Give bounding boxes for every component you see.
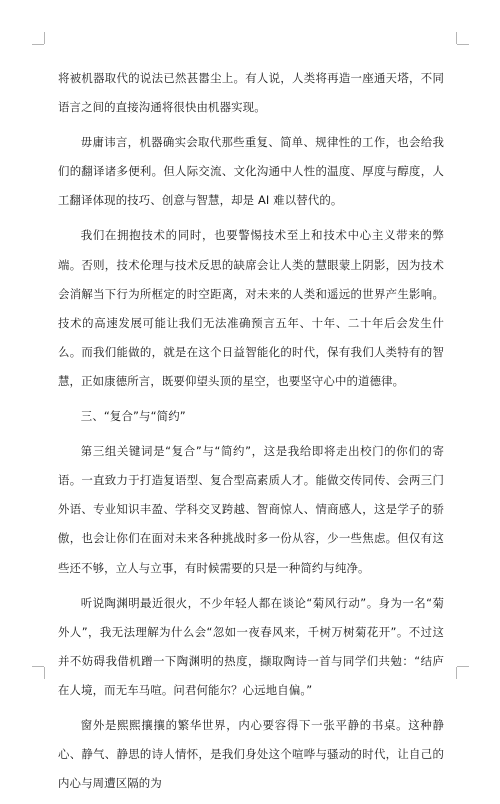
paragraph-continuation: 将被机器取代的说法已然甚嚣尘上。有人说，人类将再造一座通天塔，不同语言之间的直接沟通将很快由机器实现。 [58, 71, 444, 115]
paragraph-machine-translation: 毋庸讳言，机器确实会取代那些重复、简单、规律性的工作，也会给我们的翻译诸多便利。但人际交流、文化沟通中人性的温度、厚度与醇度，人工翻译体现的技巧、创意与智慧，却是 AI 难以替代的。 [58, 135, 444, 208]
paragraph-composite-simplicity: 第三组关键词是“复合”与“简约”，这是我给即将走出校门的你们的寄语。一直致力于打造复语型、复合型高素质人才。能做交传同传、会两三门外语、专业知识丰盈、学科交叉跨越、智商惊人、情商感人，这是学子的骄傲，也会让你们在面对未来各种挑战时多一份从容，少一些焦虑。但仅有这些还不够，立人与立事，有时候需要的只是一种简约与纯净。 [58, 444, 444, 575]
paragraph-technology-ethics: 我们在拥抱技术的同时，也要警惕技术至上和技术中心主义带来的弊端。否则，技术伦理与技术反思的缺席会让人类的慧眼蒙上阴影，因为技术会消解当下行为所框定的时空距离，对未来的人类和遥远的世界产生影响。技术的高速发展可能让我们无法准确预言五年、十年、二十年后会发生什么。而我们能做的，就是在这个日益智能化的时代，保有我们人类特有的智慧，正如康德所言，既要仰望头顶的星空，也要坚守心中的道德律。 [58, 228, 444, 388]
paragraph-tao-yuanming: 听说陶渊明最近很火，不少年轻人都在谈论“菊风行动”。身为一名“菊外人”，我无法理解为什么会“忽如一夜春风来，千树万树菊花开”。不过这并不妨碍我借机蹭一下陶渊明的热度，撷取陶诗一首与同学们共勉：“结庐在人境，而无车马喧。问君何能尔？心远地自偏。” [58, 595, 444, 697]
section-heading: 三、“复合”与“简约” [80, 409, 186, 424]
document-body [58, 64, 444, 804]
paragraph-quiet-mind: 窗外是熙熙攘攘的繁华世界，内心要容得下一张平静的书桌。这种静心、静气、静思的诗人情怀，是我们身处这个喧哗与骚动的时代，让自己的内心与周遭区隔的为 [58, 717, 444, 791]
